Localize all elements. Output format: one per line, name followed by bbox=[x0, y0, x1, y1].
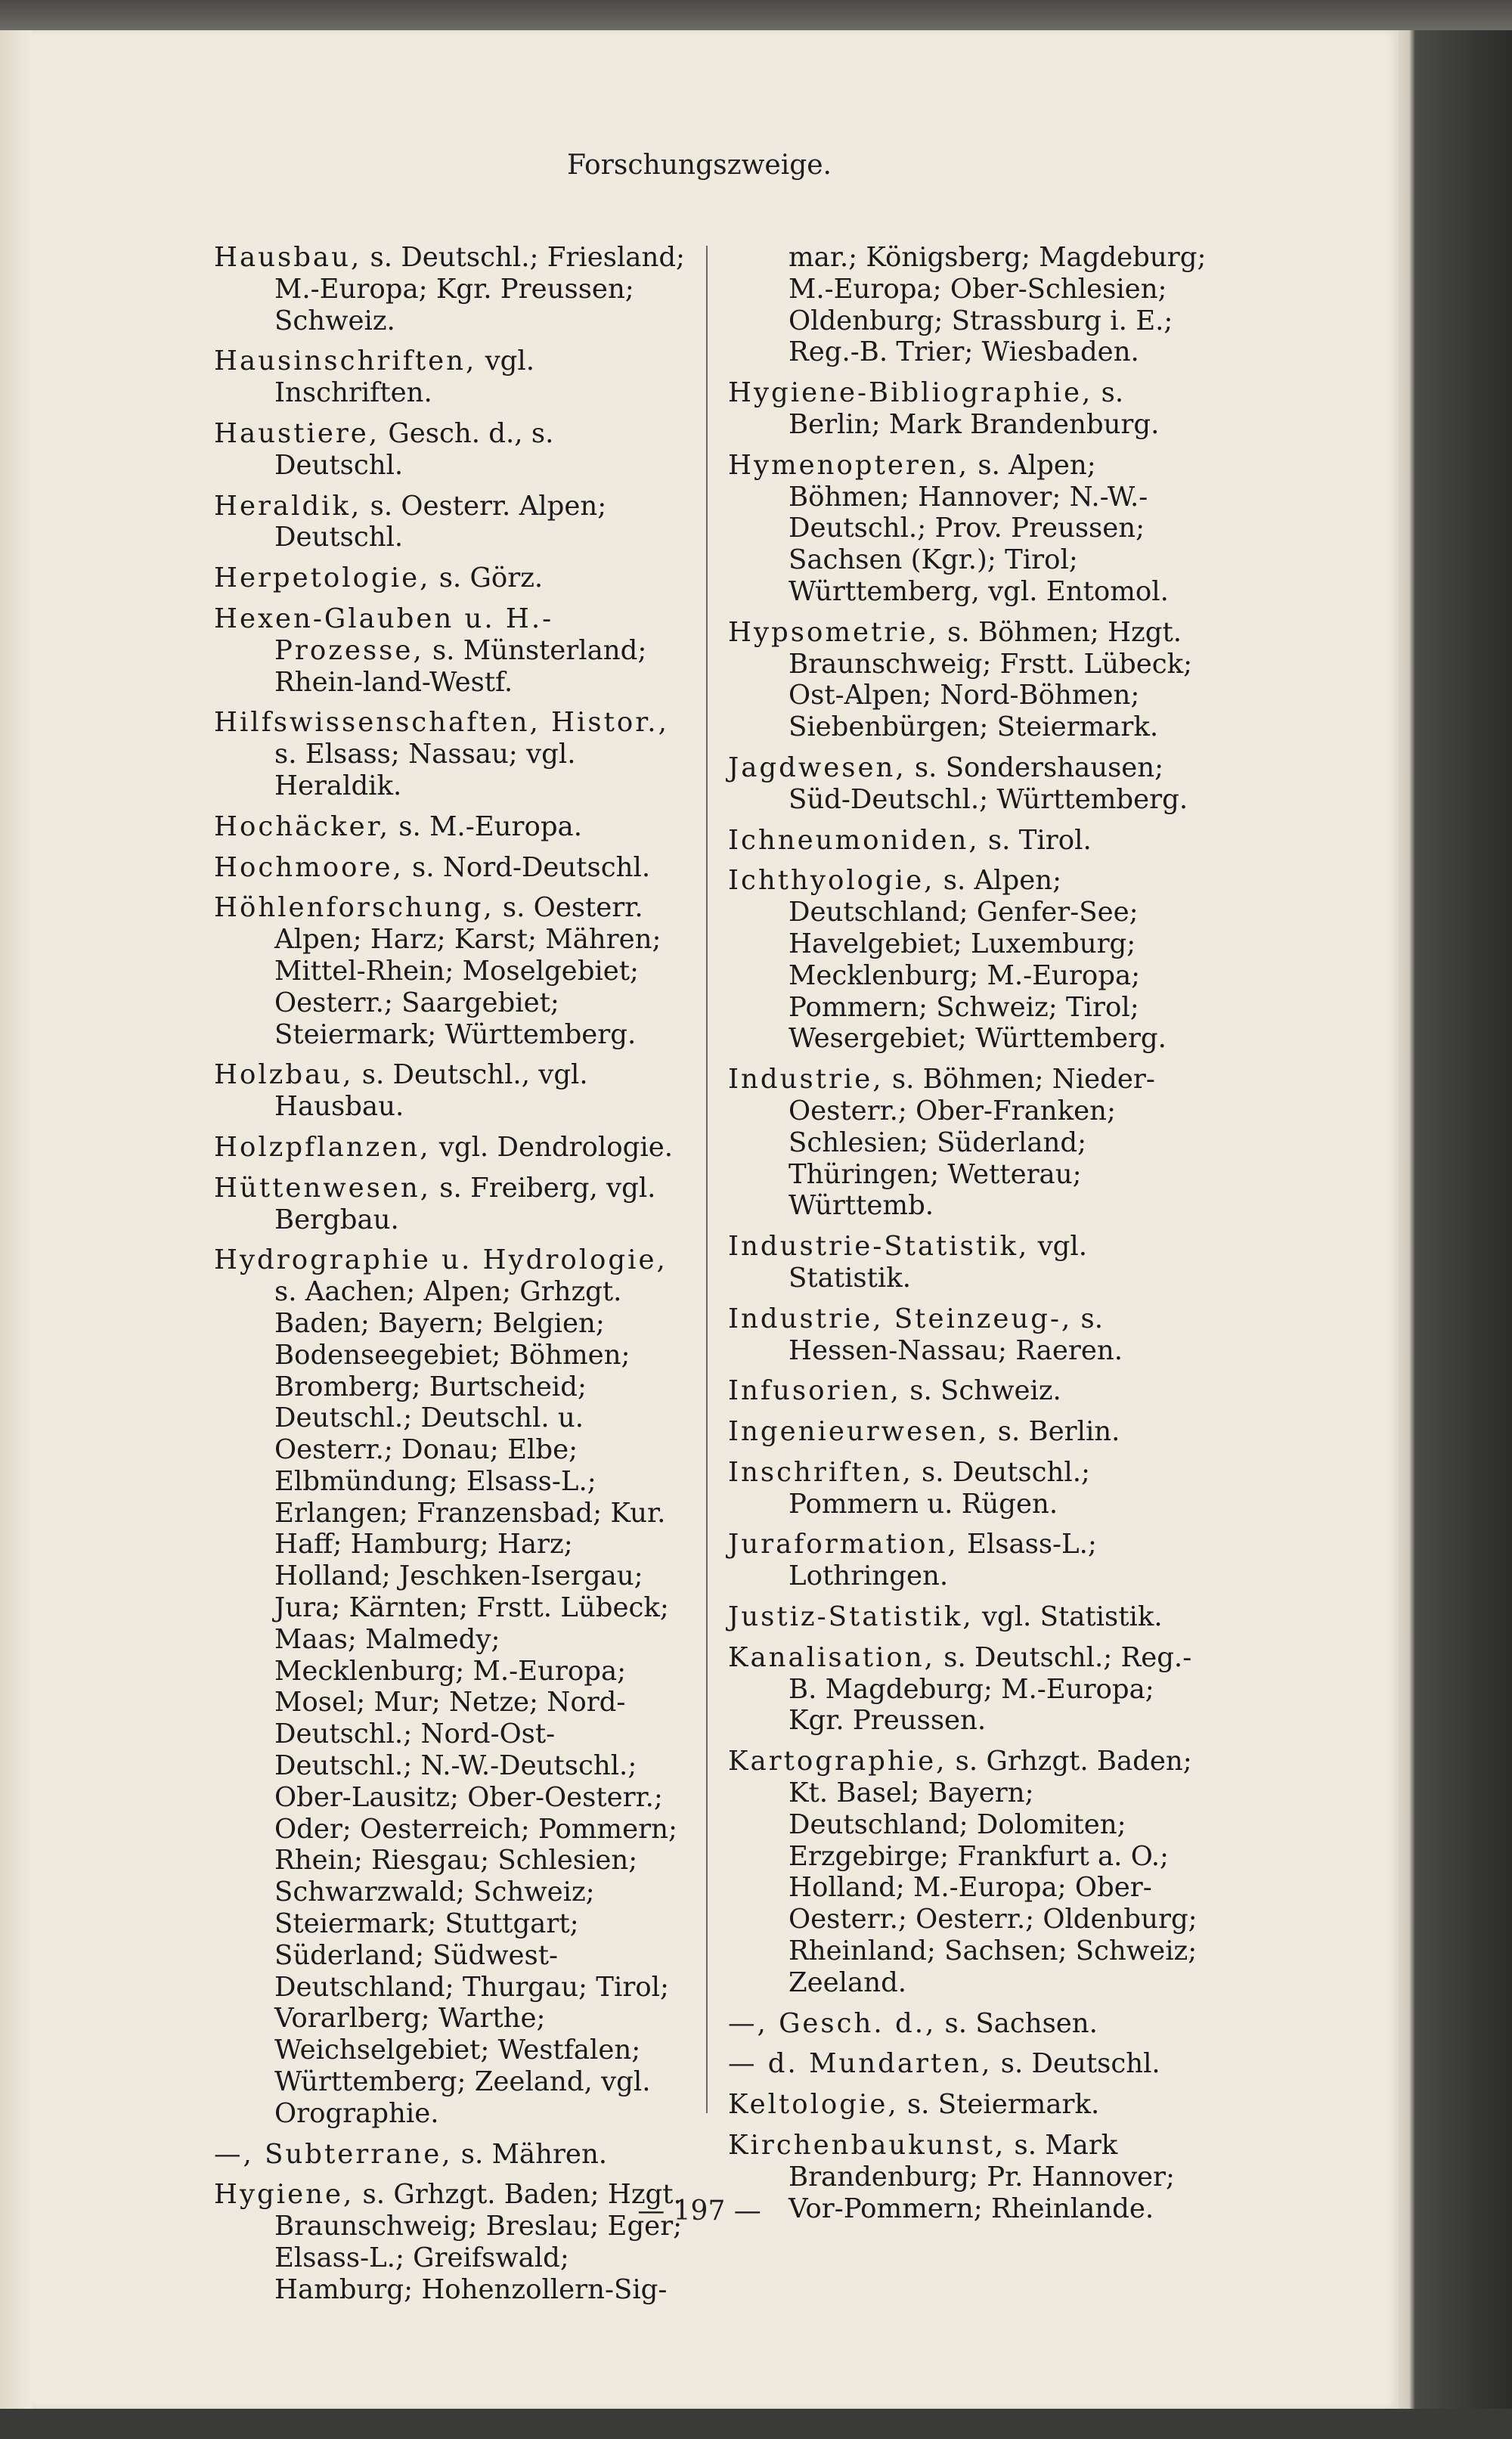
entry-references: s. Freiberg, vgl. Bergbau. bbox=[274, 1172, 656, 1235]
entry-term: Hydrographie u. Hydrologie, bbox=[214, 1244, 668, 1276]
index-entry bbox=[728, 1601, 1213, 1633]
entry-term: Industrie-Statistik, bbox=[728, 1231, 1030, 1263]
index-entry bbox=[728, 1416, 1213, 1448]
entry-term: Keltologie, bbox=[728, 2089, 899, 2121]
entry-term: Industrie, bbox=[728, 1064, 884, 1096]
entry-term: Hexen-Glauben u. H.-Prozesse, bbox=[214, 603, 554, 666]
index-entry bbox=[214, 1059, 690, 1123]
index-entry bbox=[214, 1244, 690, 2129]
entry-references: s. Deutschl., vgl. Hausbau. bbox=[274, 1059, 588, 1123]
index-entry bbox=[728, 1303, 1213, 1367]
page-header: Forschungszweige. bbox=[567, 150, 832, 181]
entry-term: Ingenieurwesen, bbox=[728, 1416, 990, 1448]
index-entry bbox=[214, 491, 690, 554]
entry-term: —, Subterrane, bbox=[214, 2138, 453, 2170]
index-entry bbox=[214, 242, 690, 336]
index-entry bbox=[728, 377, 1213, 441]
entry-term: Holzpflanzen, bbox=[214, 1131, 431, 1163]
entry-references: Elsass-L.; Lothringen. bbox=[789, 1529, 1097, 1592]
entry-references: s. Grhzgt. Baden; Kt. Basel; Bayern; Deutschland; Dolomiten; Erzgebirge; Frankfurt a. O.; Holland; M.-Europa; Ober-Oesterr.; Oesterr.; Oldenburg; Rheinland; Sachsen; Schweiz; Zeeland. bbox=[789, 1746, 1198, 1998]
entry-references: s. Nord-Deutschl. bbox=[403, 851, 651, 883]
entry-term: Hausinschriften, bbox=[214, 346, 477, 377]
entry-references: s. Deutschl.; Friesland; M.-Europa; Kgr. Preussen; Schweiz. bbox=[274, 242, 686, 336]
right-column bbox=[728, 242, 1213, 2224]
entry-references: s. Berlin; Mark Brandenburg. bbox=[789, 377, 1160, 440]
entry-references: s. Görz. bbox=[430, 562, 544, 594]
entry-references: s. Elsass; Nassau; vgl. Heraldik. bbox=[274, 739, 576, 801]
entry-term: Juraformation, bbox=[728, 1529, 959, 1560]
entry-term: Ichneumoniden, bbox=[728, 824, 980, 856]
entry-references: s. Grhzgt. Baden; Hzgt. Braunschweig; Breslau; Eger; Elsass-L.; Greifswald; Hamburg; Hohenzollern-Sig- bbox=[274, 2179, 683, 2305]
left-column bbox=[214, 242, 690, 2306]
entry-term: Höhlenforschung, bbox=[214, 892, 494, 924]
entry-term: Justiz-Statistik, bbox=[728, 1601, 974, 1633]
entry-references: s. Mark Brandenburg; Pr. Hannover; Vor-Pommern; Rheinlande. bbox=[789, 2130, 1175, 2224]
entry-references: s. Berlin. bbox=[989, 1416, 1120, 1448]
index-entry bbox=[214, 1132, 690, 1164]
entry-references: mar.; Königsberg; Magdeburg; M.-Europa; Ober-Schlesien; Oldenburg; Strassburg i. E.; Reg.-B. Trier; Wiesbaden. bbox=[789, 242, 1207, 368]
entry-term: Holzbau, bbox=[214, 1059, 354, 1091]
entry-references: s. Sachsen. bbox=[936, 2007, 1098, 2039]
index-entry bbox=[214, 811, 690, 843]
entry-references: s. Oesterr. Alpen; Deutschl. bbox=[274, 490, 607, 553]
entry-references: s. Sondershausen; Süd-Deutschl.; Württemberg. bbox=[789, 752, 1188, 815]
index-entry bbox=[728, 2008, 1213, 2040]
index-entry bbox=[214, 418, 690, 482]
index-entry bbox=[728, 617, 1213, 743]
entry-term: Hausbau, bbox=[214, 242, 362, 273]
entry-term: Kirchenbaukunst, bbox=[728, 2130, 1006, 2162]
entry-term: —, Gesch. d., bbox=[728, 2007, 937, 2039]
index-entry bbox=[728, 1375, 1213, 1407]
index-entry bbox=[728, 825, 1213, 857]
index-entry bbox=[728, 1231, 1213, 1294]
index-entry bbox=[728, 2089, 1213, 2121]
entry-references: s. Steiermark. bbox=[898, 2089, 1100, 2121]
index-entry bbox=[728, 1746, 1213, 1998]
index-entry bbox=[728, 450, 1213, 608]
index-entry bbox=[214, 346, 690, 409]
index-entry bbox=[728, 1642, 1213, 1737]
entry-term: Hymenopteren, bbox=[728, 449, 970, 481]
entry-term: Hochmoore, bbox=[214, 851, 404, 883]
entry-term: Heraldik, bbox=[214, 490, 362, 522]
index-entry bbox=[728, 865, 1213, 1055]
entry-term: Hygiene, bbox=[214, 2179, 355, 2211]
column-divider bbox=[706, 246, 708, 2113]
index-entry bbox=[214, 892, 690, 1050]
entry-term: Industrie, Steinzeug-, bbox=[728, 1303, 1073, 1334]
entry-term: Infusorien, bbox=[728, 1375, 901, 1407]
entry-references: Gesch. d., s. Deutschl. bbox=[274, 417, 554, 481]
entry-references: s. Deutschl. bbox=[992, 2048, 1160, 2080]
entry-references: s. Oesterr. Alpen; Harz; Karst; Mähren; Mittel-Rhein; Moselgebiet; Oesterr.; Saargebiet; Steiermark; Württemberg. bbox=[274, 892, 662, 1050]
entry-references: s. Münsterland; Rhein-land-Westf. bbox=[274, 634, 647, 698]
entry-term: Herpetologie, bbox=[214, 562, 431, 594]
entry-references: vgl. Statistik. bbox=[973, 1601, 1163, 1633]
entry-references: s. Böhmen; Hzgt. Braunschweig; Frstt. Lübeck; Ost-Alpen; Nord-Böhmen; Siebenbürgen; Steiermark. bbox=[789, 616, 1193, 743]
index-entry bbox=[728, 1457, 1213, 1520]
entry-references: s. M.-Europa. bbox=[390, 810, 582, 842]
entry-references: s. Tirol. bbox=[979, 824, 1092, 856]
entry-references: s. Mähren. bbox=[452, 2138, 608, 2170]
entry-term: Jagdwesen, bbox=[728, 752, 906, 783]
index-entry bbox=[214, 852, 690, 884]
entry-references: vgl. Inschriften. bbox=[274, 346, 534, 409]
page-number: — 197 — bbox=[637, 2196, 761, 2227]
index-entry bbox=[214, 1173, 690, 1236]
index-entry bbox=[214, 707, 690, 801]
entry-references: s. Schweiz. bbox=[900, 1375, 1061, 1407]
entry-term: Haustiere, bbox=[214, 417, 380, 449]
book-cover-edge bbox=[1399, 30, 1512, 2409]
entry-term: Hüttenwesen, bbox=[214, 1172, 431, 1204]
index-entry bbox=[728, 2048, 1213, 2080]
index-entry bbox=[214, 2139, 690, 2171]
binding-strip bbox=[0, 30, 32, 2409]
entry-term: Hygiene-Bibliographie, bbox=[728, 377, 1093, 409]
index-entry bbox=[214, 562, 690, 594]
entry-references: vgl. Dendrologie. bbox=[430, 1131, 673, 1163]
entry-references: s. Deutschl.; Reg.-B. Magdeburg; M.-Europa; Kgr. Preussen. bbox=[789, 1641, 1192, 1737]
index-entry bbox=[728, 1064, 1213, 1222]
index-entry bbox=[728, 752, 1213, 816]
entry-term: Ichthyologie, bbox=[728, 865, 935, 897]
entry-references: s. Hessen-Nassau; Raeren. bbox=[789, 1303, 1123, 1366]
entry-term: Kartographie, bbox=[728, 1746, 947, 1777]
entry-references: s. Aachen; Alpen; Grhzgt. Baden; Bayern; Belgien; Bodenseegebiet; Böhmen; Bromberg; Burtscheid; Deutschl.; Deutschl. u. Oesterr.; Donau; Elbe; Elbmündung; Elsass-L.; Erlangen; Franzensbad; Kur. Haff; Hamburg; Harz; Holland; Jeschken-Isergau; Jura; Kärnten; Frstt. Lübeck; Maas; Malmedy; Mecklenburg; M.-Europa; Mosel; Mur; Netze; Nord-Deutschl.; Nord-Ost-Deutschl.; N.-W.-Deutschl.; Ober-Lausitz; Ober-Oesterr.; Oder; Oesterreich; Pommern; Rhein; Riesgau; Schlesien; Schwarzwald; Schweiz; Steiermark; Stuttgart; Süderland; Südwest-Deutschland; Thurgau; Tirol; Vorarlberg; Warthe; Weichselgebiet; Westfalen; Württemberg; Zeeland, vgl. Orographie. bbox=[274, 1276, 677, 2129]
entry-references: s. Deutschl.; Pommern u. Rügen. bbox=[789, 1456, 1090, 1520]
index-entry bbox=[728, 242, 1213, 368]
entry-term: Hypsometrie, bbox=[728, 616, 939, 648]
entry-references: vgl. Statistik. bbox=[789, 1231, 1087, 1294]
entry-term: Inschriften, bbox=[728, 1456, 913, 1488]
entry-term: Hochäcker, bbox=[214, 810, 390, 842]
entry-references: s. Alpen; Deutschland; Genfer-See; Havelgebiet; Luxemburg; Mecklenburg; M.-Europa; Pommern; Schweiz; Tirol; Wesergebiet; Württemberg. bbox=[789, 865, 1167, 1055]
entry-references: s. Alpen; Böhmen; Hannover; N.-W.-Deutschl.; Prov. Preussen; Sachsen (Kgr.); Tirol; Württemberg, vgl. Entomol. bbox=[789, 449, 1169, 607]
entry-term: Hilfswissenschaften, Histor., bbox=[214, 707, 669, 739]
index-entry bbox=[728, 1529, 1213, 1592]
entry-term: Kanalisation, bbox=[728, 1641, 935, 1673]
entry-references: s. Böhmen; Nieder-Oesterr.; Ober-Franken; Schlesien; Süderland; Thüringen; Wetterau; Württemb. bbox=[789, 1064, 1155, 1222]
book-top-edge bbox=[0, 0, 1512, 30]
entry-term: — d. Mundarten, bbox=[728, 2048, 993, 2080]
index-entry bbox=[214, 603, 690, 698]
